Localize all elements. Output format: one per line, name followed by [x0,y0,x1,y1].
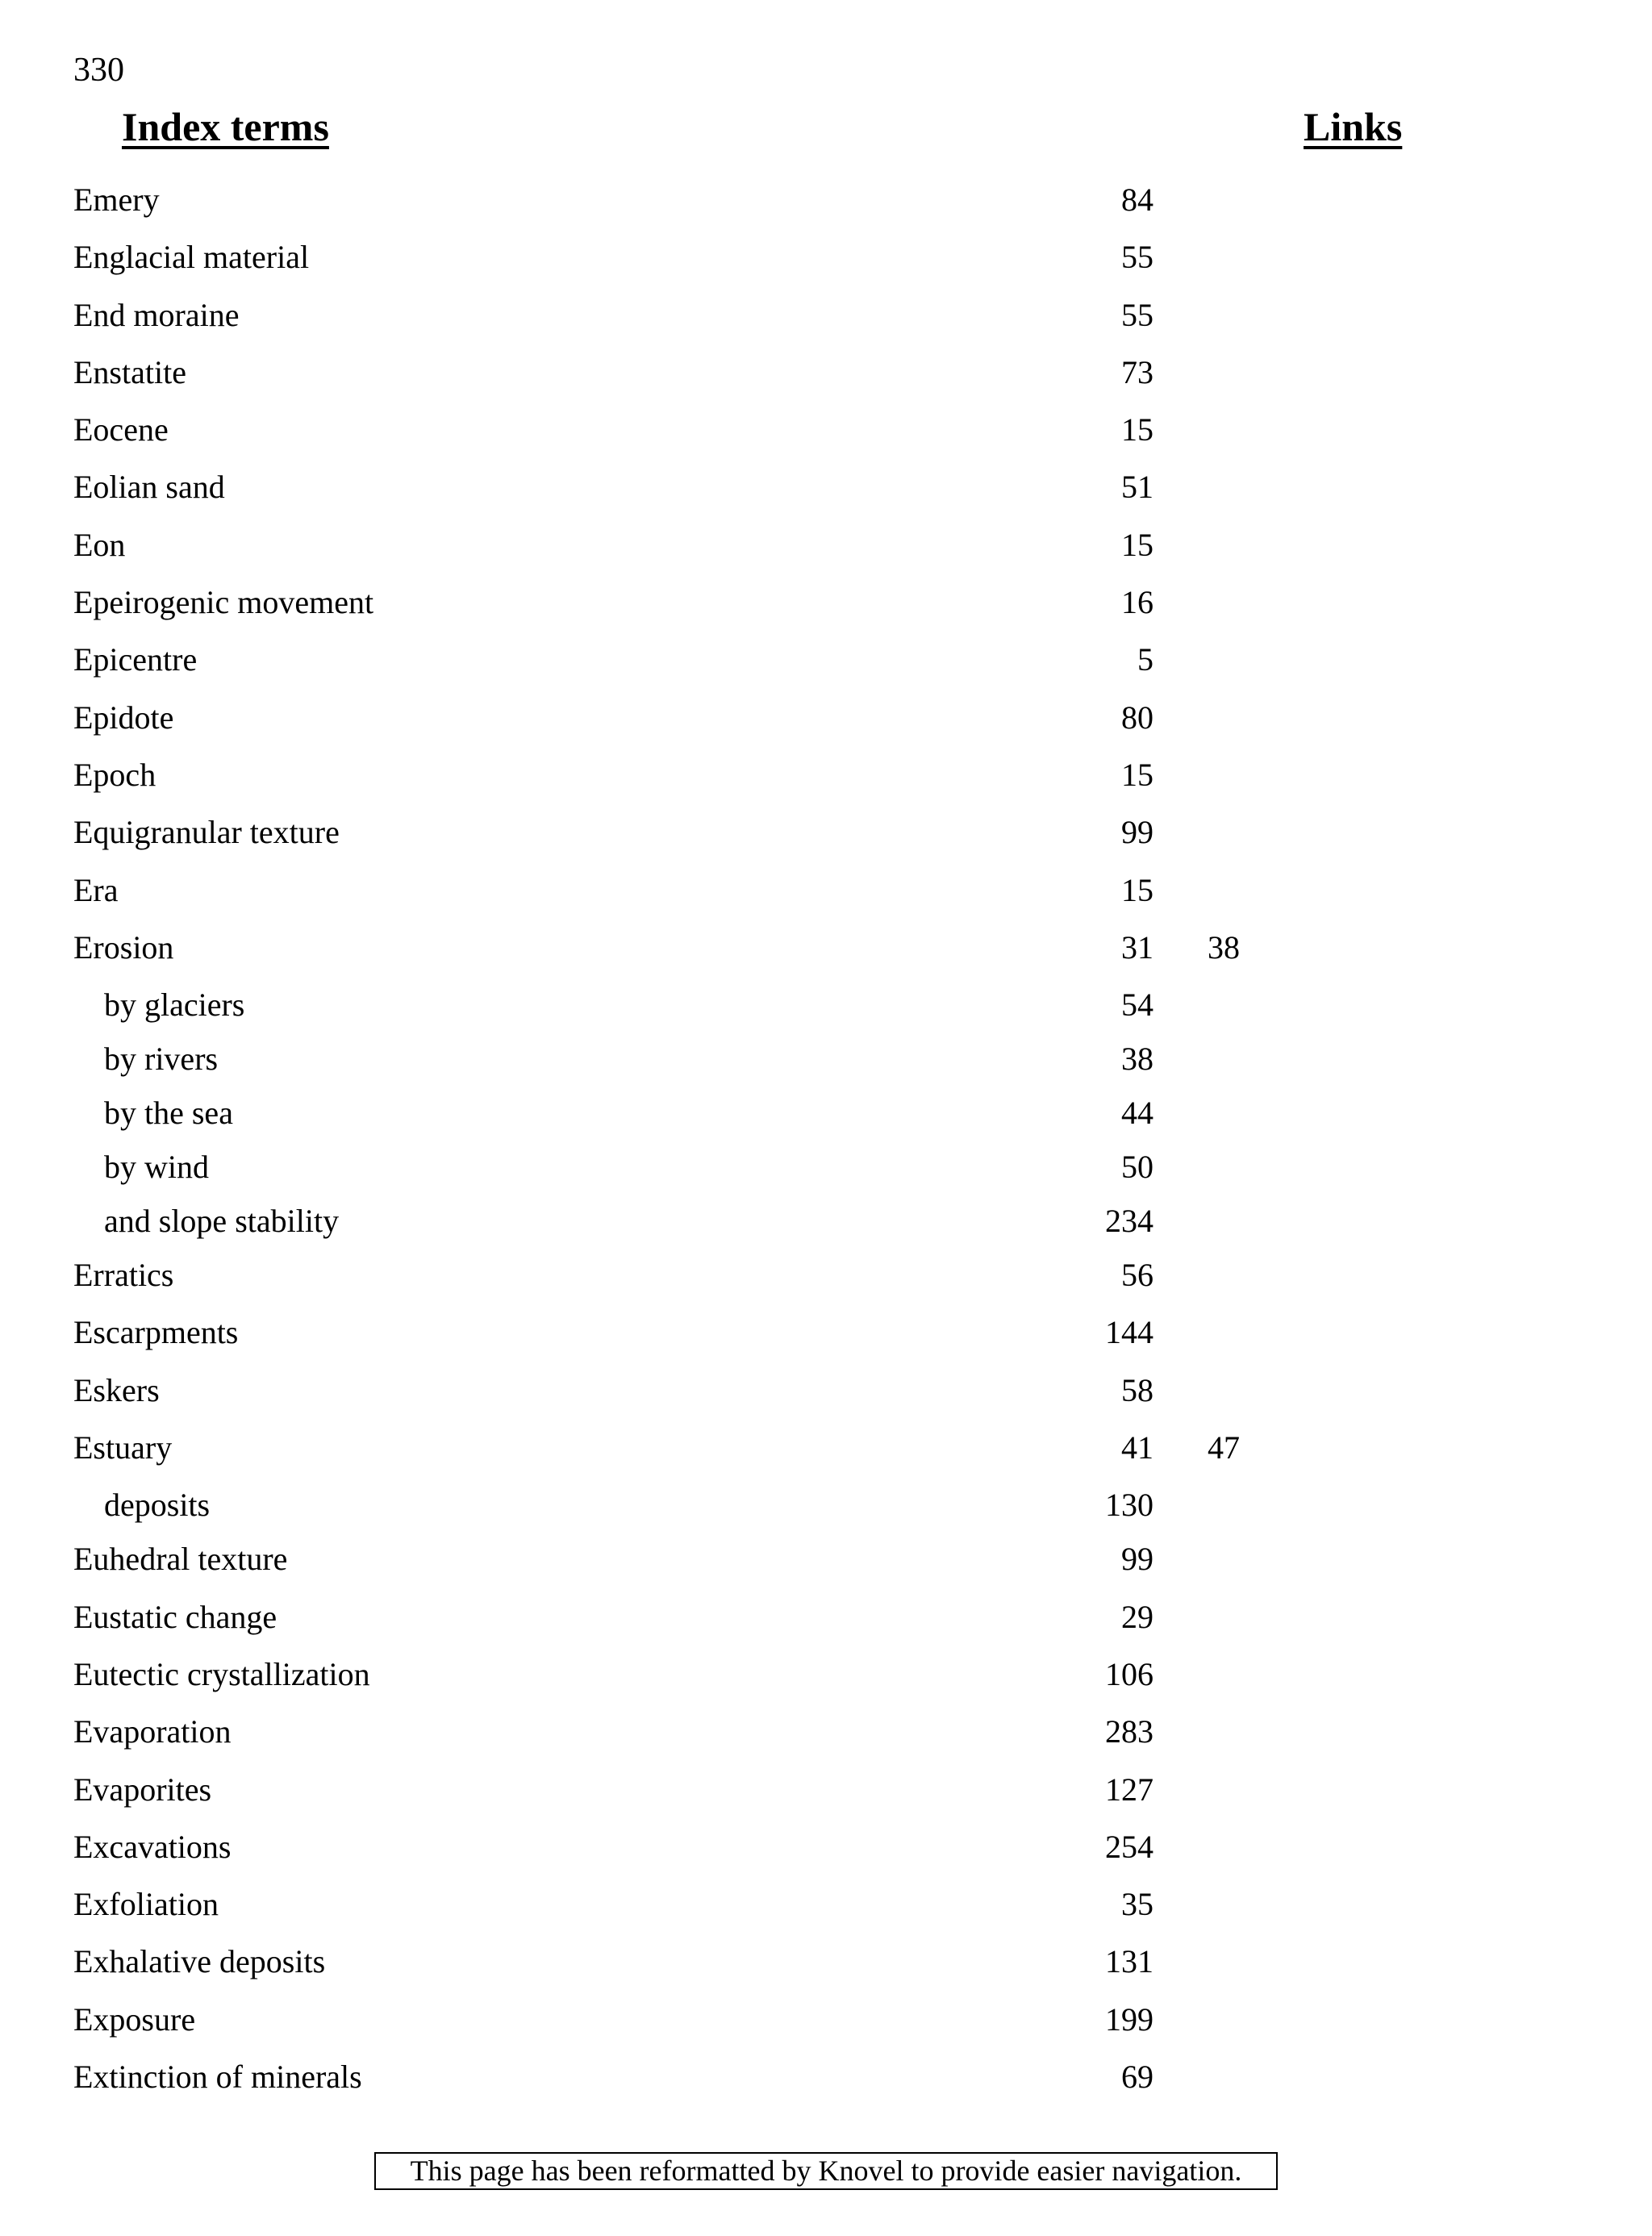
index-subentry [0,1483,1652,1537]
index-entry [0,1425,1652,1483]
index-entry [0,753,1652,810]
page-link[interactable]: 84 [1121,181,1153,218]
index-subentry [0,1091,1652,1145]
index-entry [0,1537,1652,1594]
index-term: Eustatic change [73,1598,277,1635]
index-term: by rivers [104,1041,219,1078]
index-term: Eolian sand [73,469,225,506]
index-term: Emery [73,181,160,218]
index-entry [0,465,1652,522]
page-link[interactable]: 106 [1105,1655,1153,1692]
page-link[interactable]: 283 [1105,1713,1153,1750]
page-number: 330 [73,52,124,89]
index-term: Epoch [73,756,156,793]
index-entry [0,1253,1652,1310]
index-term: End moraine [73,296,240,333]
page-link[interactable]: 47 [1208,1429,1240,1466]
index-entry [0,177,1652,235]
page-link[interactable]: 44 [1121,1095,1153,1132]
page-link[interactable]: 130 [1105,1487,1153,1524]
page-link[interactable]: 31 [1121,928,1153,966]
page-link[interactable]: 16 [1121,584,1153,621]
index-term: by the sea [104,1095,233,1132]
index-entry [0,1939,1652,1996]
page-link[interactable]: 50 [1121,1149,1153,1186]
page-link[interactable]: 99 [1121,1541,1153,1578]
page-link[interactable]: 58 [1121,1371,1153,1408]
index-subentry [0,1145,1652,1199]
page-link[interactable]: 80 [1121,699,1153,736]
index-term: Erratics [73,1257,174,1294]
index-term: and slope stability [104,1203,340,1240]
page-link[interactable]: 73 [1121,353,1153,390]
index-entry [0,1882,1652,1939]
index-term: Eocene [73,411,169,448]
index-entry [0,1709,1652,1767]
index-entry [0,350,1652,407]
index-entry [0,810,1652,867]
knovel-notice: This page has been reformatted by Knovel to provide easier navigation. [374,2152,1278,2190]
page-link[interactable]: 69 [1121,2059,1153,2096]
index-entry [0,925,1652,982]
page-link[interactable]: 15 [1121,411,1153,448]
page-link[interactable]: 131 [1105,1943,1153,1980]
page-link[interactable]: 15 [1121,526,1153,563]
page-link[interactable]: 15 [1121,756,1153,793]
index-entry [0,868,1652,925]
page-link[interactable]: 38 [1121,1041,1153,1078]
index-term: Epidote [73,699,174,736]
index-entry [0,1368,1652,1425]
index-term: Estuary [73,1429,173,1466]
index-term: Erosion [73,928,174,966]
index-term: Eon [73,526,126,563]
index-term: Escarpments [73,1314,239,1351]
index-term: Evaporation [73,1713,232,1750]
index-term: Euhedral texture [73,1541,288,1578]
index-term: Exhalative deposits [73,1943,326,1980]
page-link[interactable]: 56 [1121,1257,1153,1294]
index-term: Excavations [73,1828,232,1865]
index-term: deposits [104,1487,211,1524]
page-link[interactable]: 5 [1137,641,1153,678]
index-term: Evaporites [73,1771,212,1808]
index-entry [0,695,1652,753]
page-link[interactable]: 35 [1121,1886,1153,1923]
page-link[interactable]: 99 [1121,814,1153,851]
index-subentry [0,1037,1652,1091]
index-term: Equigranular texture [73,814,340,851]
index-term: Epicentre [73,641,198,678]
page-link[interactable]: 51 [1121,469,1153,506]
page-link[interactable]: 127 [1105,1771,1153,1808]
index-subentry [0,1199,1652,1253]
index-entry [0,1595,1652,1652]
index-term: Eutectic crystallization [73,1655,370,1692]
page-link[interactable]: 199 [1105,2000,1153,2038]
index-term: Epeirogenic movement [73,584,374,621]
page-link[interactable]: 15 [1121,871,1153,908]
index-term: Era [73,871,119,908]
page-link[interactable]: 234 [1105,1203,1153,1240]
index-entry [0,1310,1652,1367]
index-entry [0,1652,1652,1709]
index-entry [0,293,1652,350]
index-term: Enstatite [73,353,186,390]
index-entry [0,1997,1652,2055]
index-term: by wind [104,1149,209,1186]
index-entry [0,1767,1652,1825]
page-link[interactable]: 55 [1121,239,1153,276]
index-list [0,177,1652,2112]
index-subentry [0,982,1652,1037]
index-term: by glaciers [104,987,245,1024]
index-entry [0,1825,1652,1882]
index-entry [0,580,1652,637]
page-link[interactable]: 38 [1208,928,1240,966]
page-link[interactable]: 254 [1105,1828,1153,1865]
index-term: Eskers [73,1371,160,1408]
index-term: Exposure [73,2000,196,2038]
index-entry [0,637,1652,695]
index-term: Englacial material [73,239,310,276]
page-link[interactable]: 55 [1121,296,1153,333]
index-entry [0,235,1652,292]
page-link[interactable]: 29 [1121,1598,1153,1635]
links-header: Links [1304,104,1403,149]
index-terms-header: Index terms [122,104,329,149]
index-term: Exfoliation [73,1886,219,1923]
page-link[interactable]: 41 [1121,1429,1153,1466]
index-term: Extinction of minerals [73,2059,362,2096]
index-entry [0,407,1652,465]
index-entry [0,523,1652,580]
index-entry [0,2055,1652,2112]
page-link[interactable]: 144 [1105,1314,1153,1351]
page-link[interactable]: 54 [1121,987,1153,1024]
